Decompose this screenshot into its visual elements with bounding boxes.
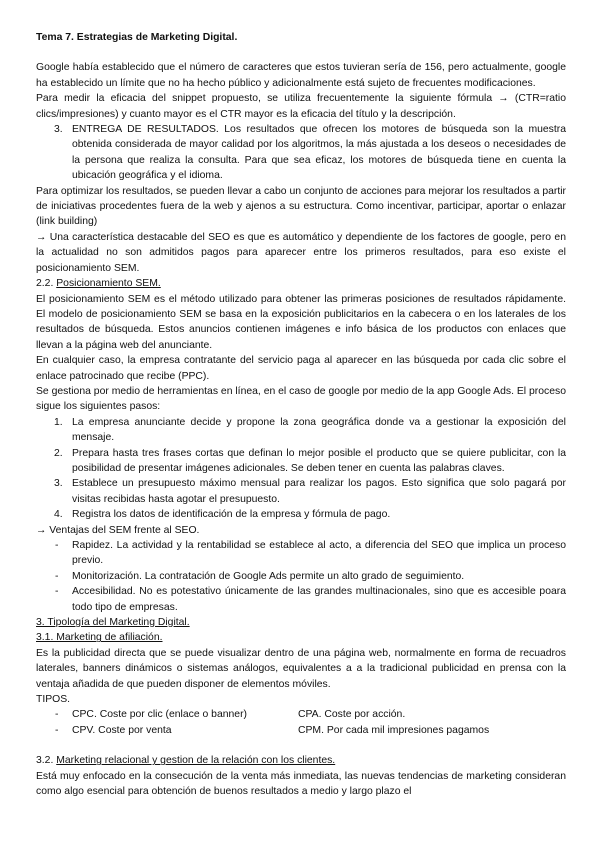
list-item-text: Registra los datos de identificación de la empresa y fórmula de pago. [72,509,391,521]
section-heading-3-2 [36,753,566,768]
list-item-text: Establece un presupuesto máximo mensual para realizar los pagos. Esto significa que solo pagará por visitas recibidas hasta agotar el presupuesto. [72,478,566,505]
types-label: TIPOS. [36,694,71,706]
document-page [36,30,566,799]
types-row [36,723,566,738]
type-cpa: CPA. Coste por acción. [298,709,406,721]
list-number: 1. [54,416,63,428]
list-number: 2. [54,447,63,459]
section-title: 3. Tipología del Marketing Digital. [36,617,190,629]
section-heading-3-1 [36,630,566,645]
section-heading-3 [36,615,566,630]
paragraph-google-ads: Se gestiona por medio de herramientas en línea, en el caso de google por medio de la app Google Ads. El proceso sigue los siguientes pasos: [36,385,566,413]
type-cpv: CPV. Coste por venta [72,724,172,736]
list-bullet: - [55,709,59,721]
list-item-delivery-results [36,122,566,184]
list-number: 3. [54,478,63,490]
paragraph-sem-definition: El posicionamiento SEM es el método utilizado para obtener las primeras posiciones de resultados rápidamente. El modelo de posicionamiento SEM se basa en la exposición publicitarios en la cabecera o en los laterales de los resultados de búsqueda. Estos anuncios contienen imágenes e info básica de los productos con enlaces que llevan a la página web del anunciante. [36,293,566,351]
list-item [36,538,566,569]
list-bullet: - [55,540,59,551]
section-title: Posicionamiento SEM. [56,278,161,290]
paragraph-link-building: Para optimizar los resultados, se pueden llevar a cabo un conjunto de acciones para mejorar los resultados a partir de iniciativas procedentes fuera de la web y ajenos a su estructura. Como incentivar, participar, aportar o enlazar (link building) [36,185,566,228]
list-item [36,584,566,615]
list-item-text: ENTREGA DE RESULTADOS. Los resultados que ofrecen los motores de búsqueda son la muestra obtenida considerada de mayor calidad por los algoritmos, la más ajustada a los deseos o necesidades de la persona que realiza la consulta. Para que sea eficaz, los motores de búsqueda tiene en cuenta la ubicación geográfica y el idioma. [72,124,566,182]
list-bullet: - [55,570,59,582]
paragraph-affiliate-marketing: Es la publicidad directa que se puede visualizar dentro de una página web, normalmente en forma de recuadros laterales, banners dinámicos o sistemas análogos, equivalentes a a la tradicional publicidad en prensa con la ventaja añadida de que pueden disponer de elementos móviles. [36,647,566,690]
list-item [36,507,566,522]
list-number: 3. [54,124,63,136]
paragraph-ctr-formula: Para medir la eficacia del snippet propuesto, se utiliza frecuentemente la siguiente fórmula → (CTR=ratio clics/impresiones) y cuanto mayor es el CTR mayor es la eficacia del título y la descripción. [36,93,566,120]
list-item [36,415,566,446]
type-cpc: CPC. Coste por clic (enlace o banner) [72,709,247,721]
list-item-text: Prepara hasta tres frases cortas que definan lo mejor posible el producto que se quiere publicitar, con la posibilidad de presentar imágenes adicionales. Se deben tener en cuenta las palabras claves. [72,447,566,474]
paragraph-relational-marketing: Está muy enfocado en la consecución de la venta más inmediata, las nuevas tendencias de marketing consideran como algo esencial para obtención de buenos resultados a medio y largo plazo el [36,770,566,798]
steps-list [36,415,566,523]
list-item-text: La empresa anunciante decide y propone la zona geográfica donde va a gestionar la exposición del mensaje. [72,416,566,444]
advantages-list [36,538,566,615]
list-bullet: - [55,724,59,736]
document-title: Tema 7. Estrategias de Marketing Digital. [36,32,238,43]
list-item [36,476,566,507]
list-item-text: Accesibilidad. No es potestativo únicamente de las grandes multinacionales, sino que es accesible poara todo tipo de empresas. [72,586,566,613]
paragraph-seo-feature: → Una característica destacable del SEO es que es automático y dependiente de los factores de google, pero en la actualidad no son admitidos pagos para aparecer entre los primeros resultados, para eso existe el posicionamiento SEM. [36,231,566,274]
list-bullet: - [55,586,59,598]
paragraph-advantages-intro: → Ventajas del SEM frente al SEO. [36,524,200,536]
list-item-text: Rapidez. La actividad y la rentabilidad se establece al acto, a diferencia del SEO que implica un proceso previo. [72,540,566,567]
section-title: Marketing relacional y gestion de la relación con los clientes. [56,755,336,767]
list-item [36,569,566,584]
types-row [36,707,566,722]
list-item [36,446,566,477]
section-title: 3.1. Marketing de afiliación. [36,632,163,644]
type-cpm: CPM. Por cada mil impresiones pagamos [298,724,490,736]
section-heading-2-2 [36,276,566,291]
list-number: 4. [54,509,63,521]
section-number: 3.2. [36,755,54,767]
paragraph-ppc: En cualquier caso, la empresa contratante del servicio paga al aparecer en las búsqueda por cada clic sobre el enlace patrocinado que recibe (PPC). [36,355,566,382]
paragraph-character-limit: Google había establecido que el número de caracteres que estos tuvieran sería de 156, pero actualmente, google ha establecido un límite que no ha hecho público y adicionalmente está sujeto de frecuentes modificaciones. [36,62,566,89]
spacer [36,738,566,753]
section-number: 2.2. [36,278,54,290]
list-item-text: Monitorización. La contratación de Google Ads permite un alto grado de seguimiento. [72,570,465,582]
